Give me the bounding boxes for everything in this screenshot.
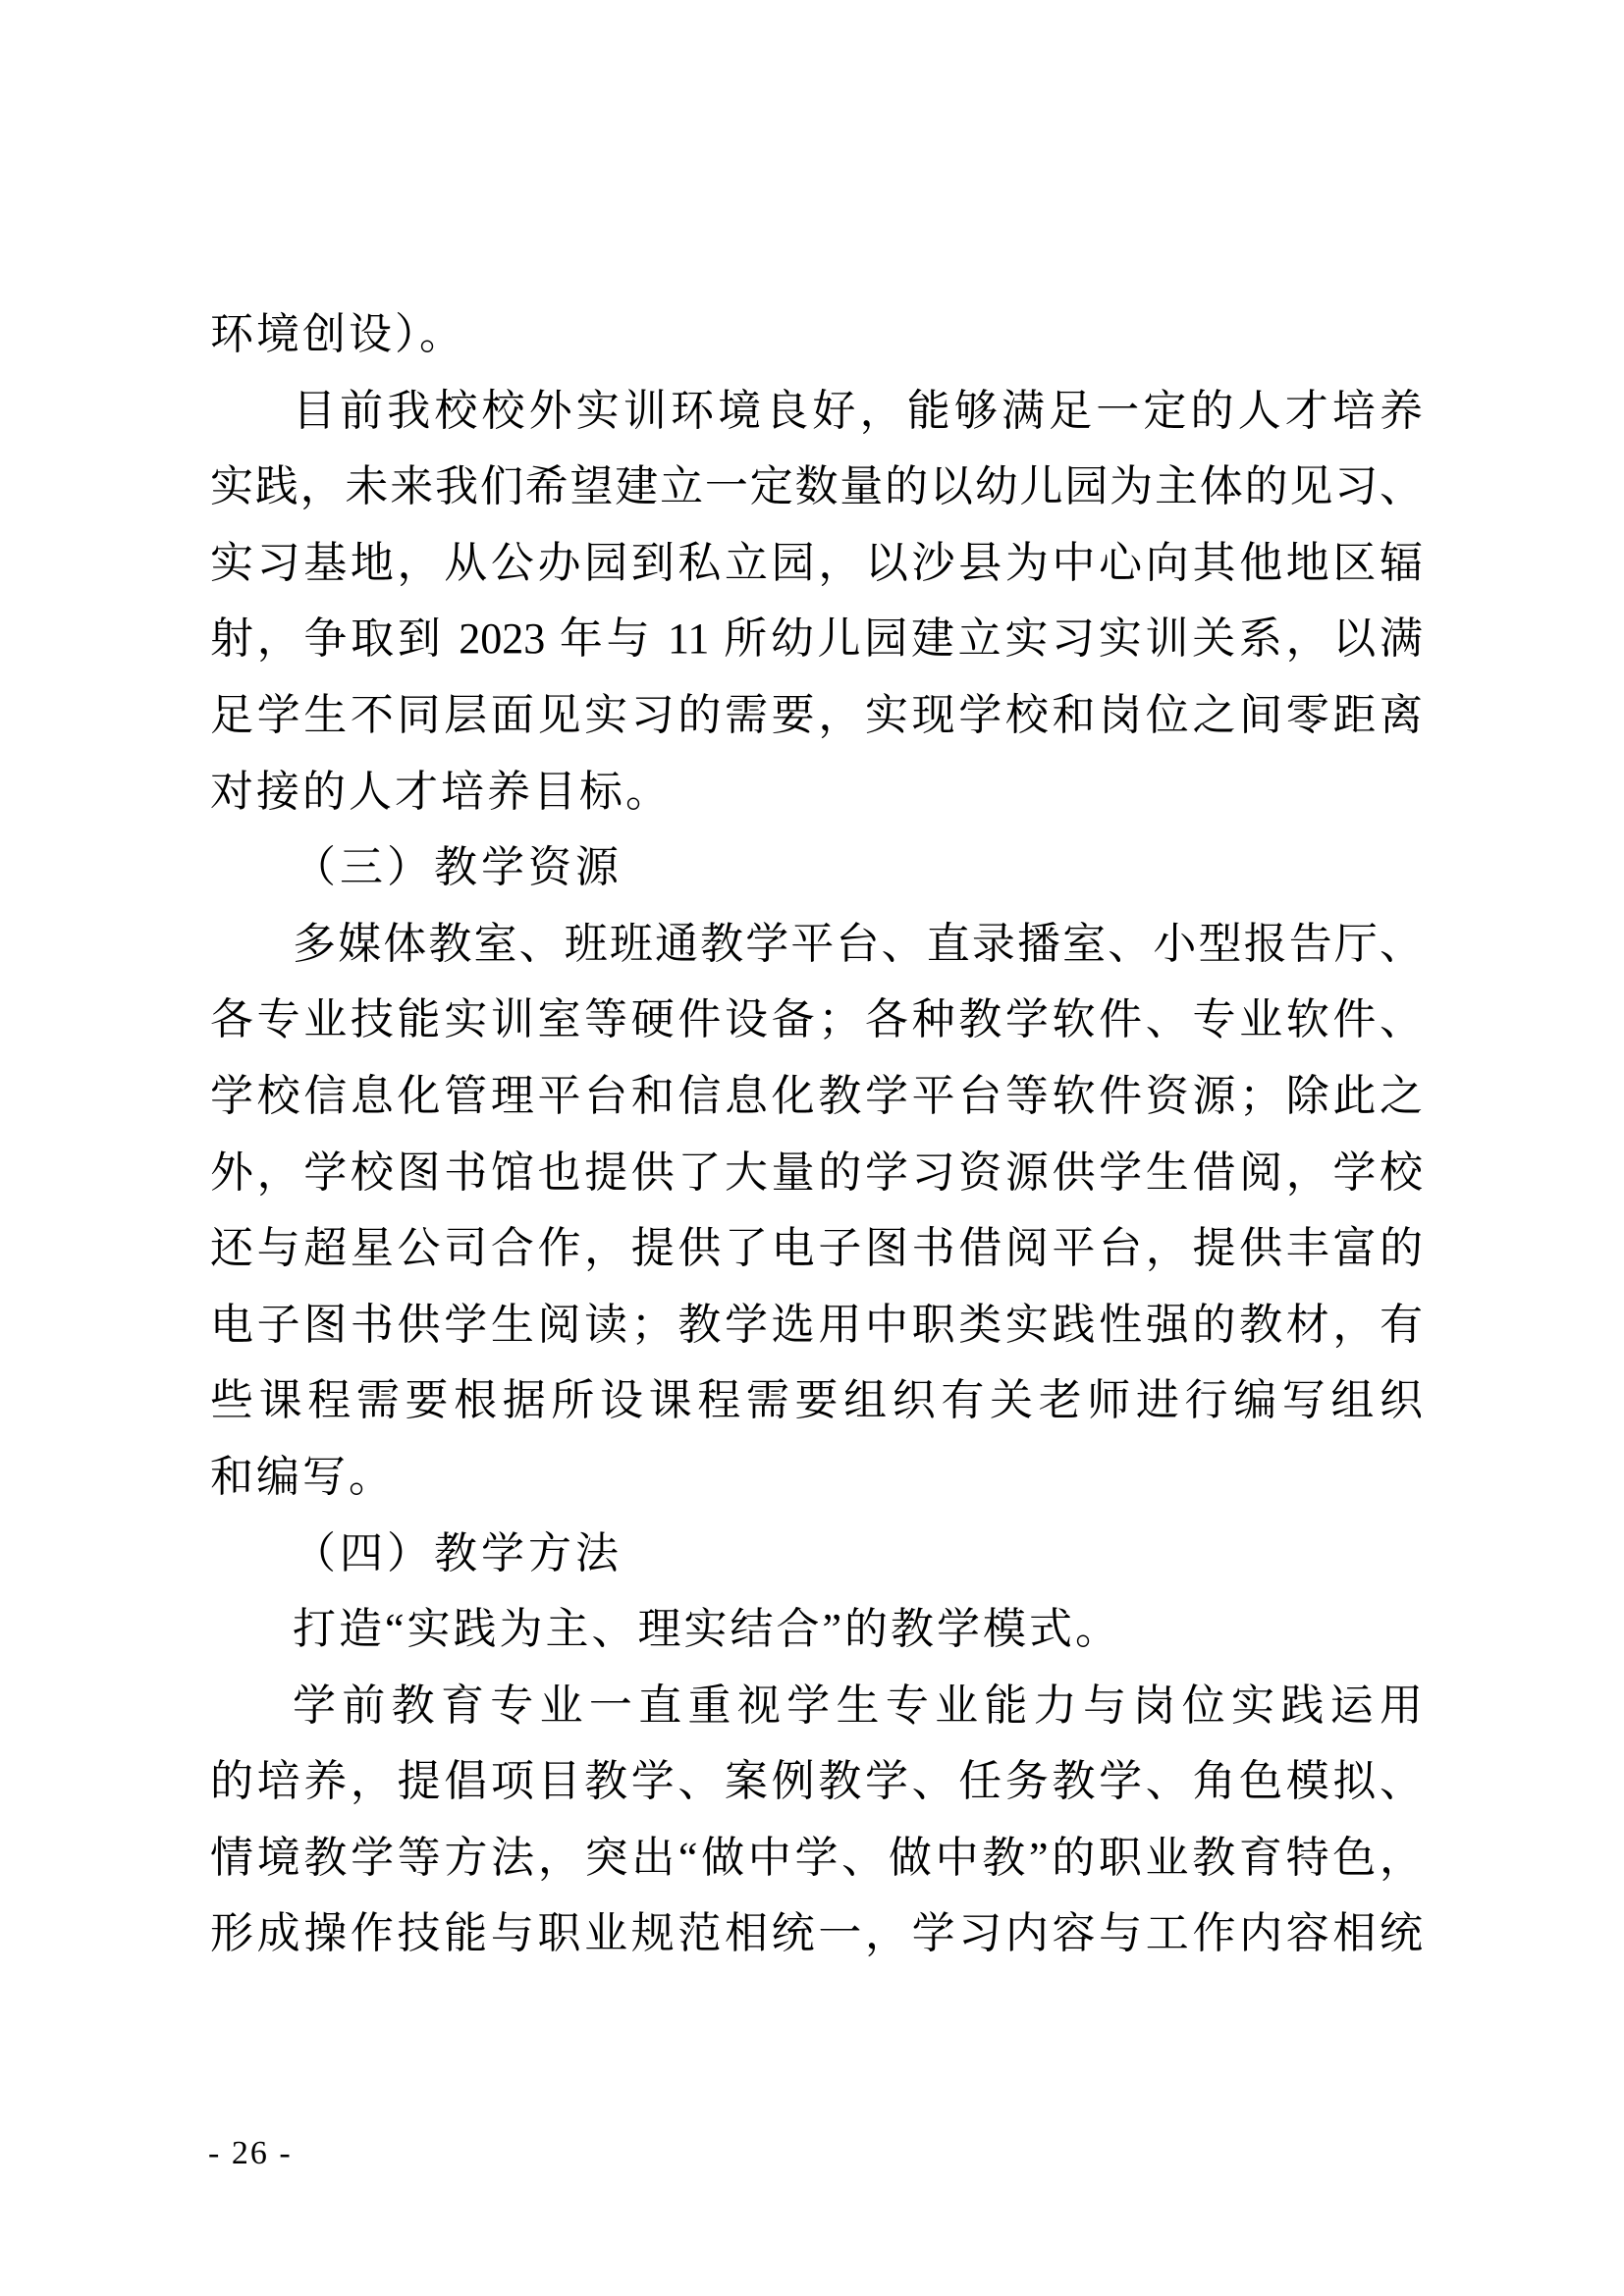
text-line: 打造“实践为主、理实结合”的教学模式。 (293, 1605, 1122, 1654)
text-line: 外，学校图书馆也提供了大量的学习资源供学生借阅，学校 (210, 1148, 1423, 1197)
text-line: 学校信息化管理平台和信息化教学平台等软件资源；除此之 (210, 1071, 1423, 1120)
text-line: 各专业技能实训室等硬件设备；各种教学软件、专业软件、 (210, 995, 1423, 1044)
text-line: 多媒体教室、班班通教学平台、直录播室、小型报告厅、 (293, 919, 1423, 968)
text-line: 形成操作技能与职业规范相统一，学习内容与工作内容相统 (210, 1909, 1423, 1958)
text-line: 电子图书供学生阅读；教学选用中职类实践性强的教材，有 (210, 1300, 1423, 1349)
page-number: - 26 - (208, 2135, 293, 2171)
text-line: 学前教育专业一直重视学生专业能力与岗位实践运用 (293, 1681, 1423, 1730)
text-line: 些课程需要根据所设课程需要组织有关老师进行编写组织 (210, 1376, 1423, 1425)
text-line: 还与超星公司合作，提供了电子图书借阅平台，提供丰富的 (210, 1224, 1423, 1273)
text-line: 的培养，提倡项目教学、案例教学、任务教学、角色模拟、 (210, 1757, 1423, 1806)
text-line: 对接的人才培养目标。 (210, 767, 672, 816)
text-line: 和编写。 (210, 1452, 395, 1501)
text-line: 实践，未来我们希望建立一定数量的以幼儿园为主体的见习、 (210, 462, 1423, 511)
document-body-text (210, 296, 1423, 1972)
text-line: 足学生不同层面见实习的需要，实现学校和岗位之间零距离 (210, 690, 1423, 739)
text-line: 目前我校校外实训环境良好，能够满足一定的人才培养 (293, 386, 1423, 435)
text-line: 射，争取到 2023 年与 11 所幼儿园建立实习实训关系，以满 (210, 614, 1423, 664)
text-line: 情境教学等方法，突出“做中学、做中教”的职业教育特色， (210, 1833, 1423, 1882)
text-line: 实习基地，从公办园到私立园，以沙县为中心向其他地区辐 (210, 538, 1423, 587)
section-heading: （三）教学资源 (293, 843, 623, 892)
text-line: 环境创设）。 (210, 310, 465, 358)
section-heading: （四）教学方法 (293, 1528, 623, 1577)
